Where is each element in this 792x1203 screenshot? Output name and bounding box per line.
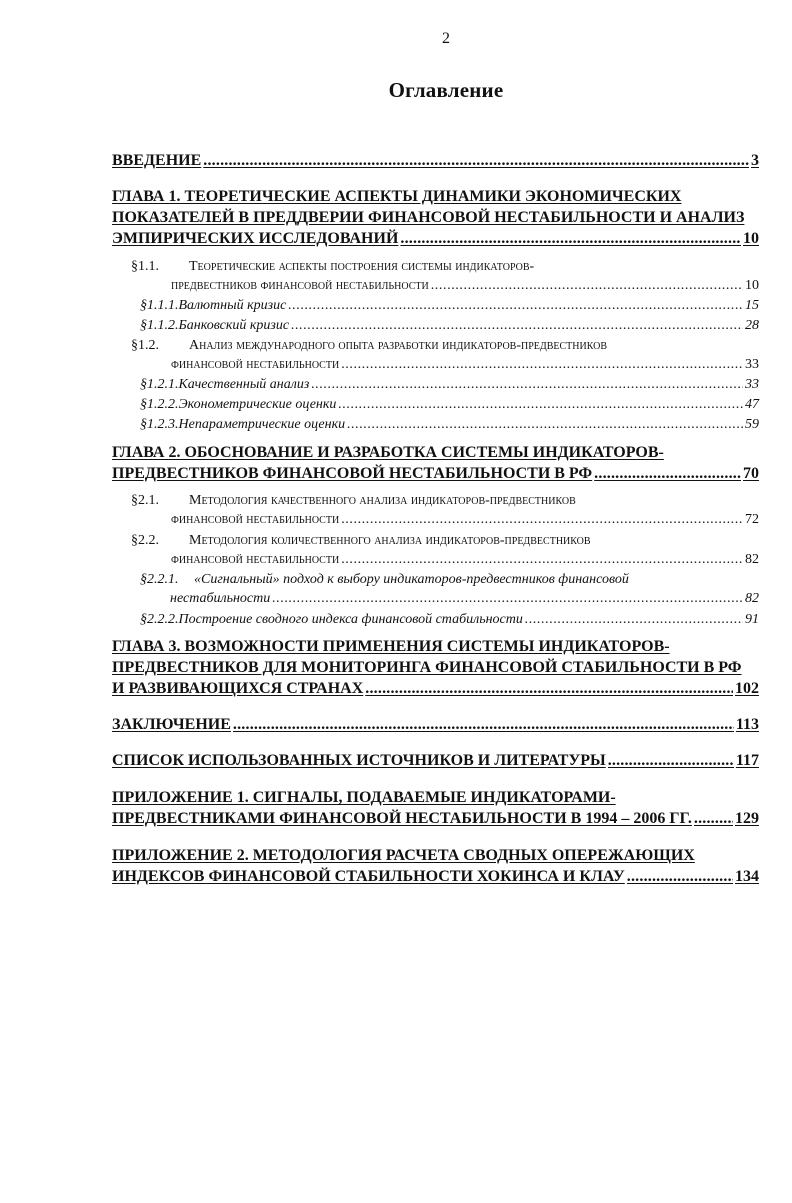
toc-entry-title: Методология качественного анализа индикаторов-предвестников [189, 493, 576, 508]
toc-entry-title: ПРИЛОЖЕНИЕ 2. МЕТОДОЛОГИЯ РАСЧЕТА СВОДНЫХ ОПЕРЕЖАЮЩИХ [112, 847, 695, 864]
toc-page-number: 59 [745, 417, 759, 432]
toc-page-number: 72 [745, 512, 759, 527]
toc-entry-title: ПРЕДВЕСТНИКАМИ ФИНАНСОВОЙ НЕСТАБИЛЬНОСТИ В 1994 – 2006 ГГ. [112, 810, 692, 827]
toc-entry-title: ГЛАВА 2. ОБОСНОВАНИЕ И РАЗРАБОТКА СИСТЕМЫ ИНДИКАТОРОВ- [112, 444, 664, 461]
toc-entry-subsection-1-2-3[interactable] [140, 415, 759, 434]
toc-entry-section-1-1[interactable] [131, 257, 759, 295]
toc-entry-title: финансовой нестабильности [171, 552, 340, 567]
toc-entry-title: ИНДЕКСОВ ФИНАНСОВОЙ СТАБИЛЬНОСТИ ХОКИНСА И КЛАУ [112, 868, 625, 885]
toc-entry-intro[interactable] [112, 150, 759, 171]
page-number: 2 [442, 30, 450, 47]
toc-entry-title: Эконометрические оценки [178, 397, 337, 412]
toc-entry-subsection-2-2-2[interactable] [140, 610, 759, 629]
section-number: §2.2. [131, 533, 159, 548]
toc-entry-title: ПРЕДВЕСТНИКОВ ФИНАНСОВОЙ НЕСТАБИЛЬНОСТИ В РФ [112, 465, 593, 482]
section-number: §1.1. [131, 259, 159, 274]
toc-entry-conclusion[interactable] [112, 714, 759, 735]
toc-entry-title: ГЛАВА 1. ТЕОРЕТИЧЕСКИЕ АСПЕКТЫ ДИНАМИКИ ЭКОНОМИЧЕСКИХ [112, 188, 682, 205]
toc-entry-title: Банковский кризис [178, 318, 290, 333]
toc-entry-title: СПИСОК ИСПОЛЬЗОВАННЫХ ИСТОЧНИКОВ И ЛИТЕРАТУРЫ [112, 752, 606, 769]
section-number: §1.1.1. [140, 298, 179, 313]
toc-page-number: 113 [735, 716, 759, 733]
toc-entry-appendix-1[interactable] [112, 787, 759, 829]
toc-entry-title: Теоретические аспекты построения системы индикаторов- [189, 259, 535, 274]
section-number: §1.2.2. [140, 397, 179, 412]
toc-entry-references[interactable] [112, 750, 759, 771]
section-number: §2.2.2. [140, 612, 179, 627]
toc-entry-subsection-2-2-1[interactable] [140, 570, 759, 608]
toc-page-number: 10 [745, 278, 759, 293]
toc-entry-title: ПОКАЗАТЕЛЕЙ В ПРЕДДВЕРИИ ФИНАНСОВОЙ НЕСТАБИЛЬНОСТИ И АНАЛИЗ [112, 209, 745, 226]
toc-page-number: 33 [745, 377, 759, 392]
toc-entry-title: Непараметрические оценки [178, 417, 346, 432]
toc-entry-title: Качественный анализ [178, 377, 310, 392]
toc-entry-subsection-1-1-2[interactable] [140, 316, 759, 335]
toc-entry-title: предвестников финансовой нестабильности [171, 278, 429, 293]
section-number: §1.2. [131, 338, 159, 353]
toc-entry-subsection-1-2-1[interactable] [140, 375, 759, 394]
toc-page-number: 102 [735, 680, 759, 697]
toc-entry-chapter-3[interactable] [112, 636, 759, 699]
toc-entry-subsection-1-1-1[interactable] [140, 296, 759, 315]
toc-entry-subsection-1-2-2[interactable] [140, 395, 759, 414]
toc-entry-title: ЭМПИРИЧЕСКИХ ИССЛЕДОВАНИЙ [112, 230, 399, 247]
toc-entry-appendix-2[interactable] [112, 845, 759, 887]
toc-entry-title: ПРЕДВЕСТНИКОВ ДЛЯ МОНИТОРИНГА ФИНАНСОВОЙ СТАБИЛЬНОСТИ В РФ [112, 659, 742, 676]
toc-entry-title: «Сигнальный» подход к выбору индикаторов-предвестников финансовой [194, 572, 629, 587]
toc-entry-chapter-2[interactable] [112, 442, 759, 484]
toc-entry-section-2-1[interactable] [131, 491, 759, 529]
toc-page-number: 70 [743, 465, 759, 482]
toc-page-number: 15 [745, 298, 759, 313]
toc-page-number: 129 [735, 810, 759, 827]
toc-title: Оглавление [388, 78, 504, 102]
toc-page-number: 91 [745, 612, 759, 627]
toc-page-number: 33 [745, 357, 759, 372]
toc-page-number: 3 [751, 152, 759, 169]
toc-entry-title: И РАЗВИВАЮЩИХСЯ СТРАНАХ [112, 680, 364, 697]
toc-entry-title: Валютный кризис [178, 298, 287, 313]
toc-entry-title: ЗАКЛЮЧЕНИЕ [112, 716, 231, 733]
section-number: §2.2.1. [140, 572, 179, 587]
section-number: §1.2.1. [140, 377, 179, 392]
toc-page-number: 82 [745, 552, 759, 567]
toc-entry-section-1-2[interactable] [131, 336, 759, 374]
toc-entry-title: финансовой нестабильности [171, 357, 340, 372]
toc-page-number: 28 [745, 318, 759, 333]
toc-entry-chapter-1[interactable] [112, 186, 759, 249]
toc-entry-title: Анализ международного опыта разработки индикаторов-предвестников [189, 338, 608, 353]
toc-page-number: 10 [743, 230, 759, 247]
toc-page-number: 82 [745, 591, 759, 606]
toc-page-number: 134 [735, 868, 759, 885]
toc-entry-title: финансовой нестабильности [171, 512, 340, 527]
toc-page-number: 117 [735, 752, 759, 769]
section-number: §1.1.2. [140, 318, 179, 333]
toc-entry-title: Построение сводного индекса финансовой стабильности [178, 612, 523, 627]
toc-page-number: 47 [745, 397, 759, 412]
section-number: §1.2.3. [140, 417, 179, 432]
toc-entry-title: ПРИЛОЖЕНИЕ 1. СИГНАЛЫ, ПОДАВАЕМЫЕ ИНДИКАТОРАМИ- [112, 789, 616, 806]
section-number: §2.1. [131, 493, 159, 508]
toc-entry-section-2-2[interactable] [131, 531, 759, 569]
toc-entry-title: Методология количественного анализа индикаторов-предвестников [189, 533, 591, 548]
toc-entry-title: нестабильности [170, 591, 271, 606]
toc-entry-title: ВВЕДЕНИЕ [112, 152, 202, 169]
toc-entry-title: ГЛАВА 3. ВОЗМОЖНОСТИ ПРИМЕНЕНИЯ СИСТЕМЫ ИНДИКАТОРОВ- [112, 638, 670, 655]
